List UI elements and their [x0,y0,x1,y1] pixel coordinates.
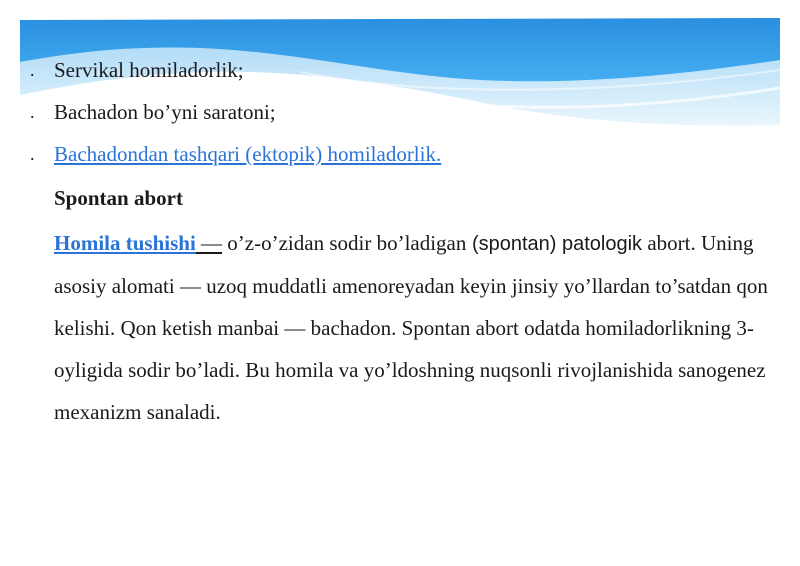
bullet-link-ectopic[interactable]: Bachadondan tashqari (ektopik) homiladorlik. [54,142,442,166]
bullet-text: Servikal homiladorlik; [54,58,244,82]
bullet-item [30,98,441,140]
body-paragraph [54,222,774,433]
section-heading: Spontan abort [54,186,183,210]
bullet-item [30,56,441,98]
paragraph-dash: — [195,231,223,255]
bullet-text: Bachadon bo’yni saratoni; [54,100,276,124]
bullet-list [30,56,441,182]
bullet-dot-icon: . [30,60,35,80]
homila-tushishi-link[interactable]: Homila tushishi [54,231,196,255]
paragraph-part-1: o’z-o’zidan sodir bo’ladigan [222,231,467,255]
bullet-dot-icon: . [30,102,35,122]
paragraph-part-3: abort. Uning asosiy alomati — uzoq muddatli amenoreyadan keyin jinsiy yo’llardan to’satdan qon kelishi. Qon ketish manbai — bachadon. Spontan abort odatda homiladorlikning 3-oyligida sodir bo’ladi. Bu homila va yo’ldoshning nuqsonli rivojlanishida sanogenez mexanizm sanaladi. [54,231,768,424]
paragraph-part-2: (spontan) patologik [466,233,643,255]
bullet-dot-icon: . [30,144,35,164]
bullet-item [30,140,441,182]
